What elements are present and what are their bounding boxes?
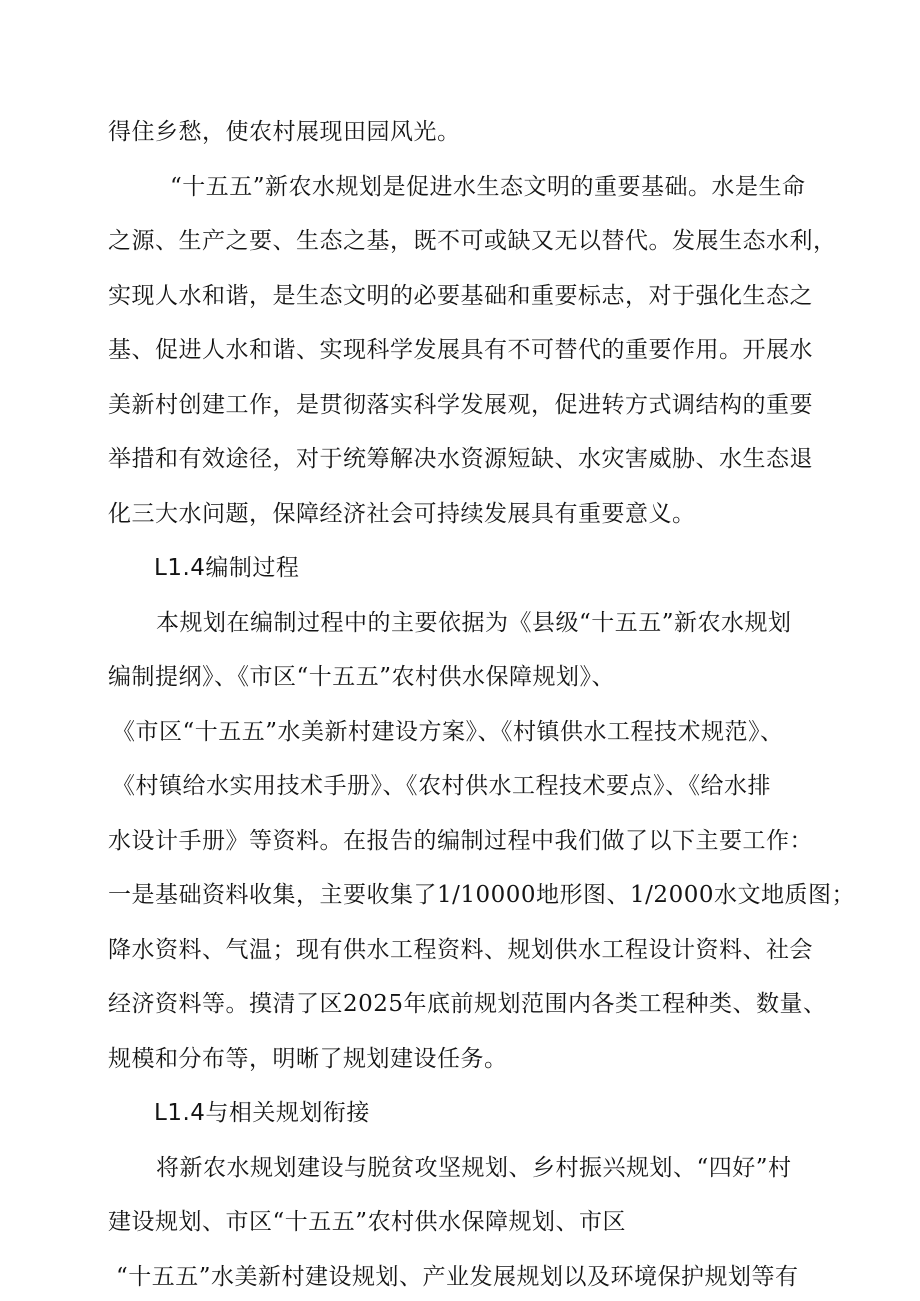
text-line: 水设计手册》等资料。在报告的编制过程中我们做了以下主要工作： xyxy=(108,828,813,854)
paragraph-first-line: “十五五”新农水规划是促进水生态文明的重要基础。水是生命 xyxy=(170,174,806,200)
text-line: 实现人水和谐，是生态文明的必要基础和重要标志，对于强化生态之 xyxy=(108,283,813,309)
section-heading: L1.4编制过程 xyxy=(154,555,300,581)
text-line: 化三大水问题，保障经济社会可持续发展具有重要意义。 xyxy=(108,501,696,527)
section-heading: L1.4与相关规划衔接 xyxy=(154,1100,370,1126)
text-line: 基、促进人水和谐、实现科学发展具有不可替代的重要作用。开展水 xyxy=(108,337,813,363)
text-line: 建设规划、市区“十五五”农村供水保障规划、市区 xyxy=(108,1209,627,1235)
text-line: 《村镇给水实用技术手册》、《农村供水工程技术要点》、《给水排 xyxy=(112,773,771,799)
text-line: 编制提纲》、《市区“十五五”农村供水保障规划》、 xyxy=(108,664,616,690)
text-line: 《市区“十五五”水美新村建设方案》、《村镇供水工程技术规范》、 xyxy=(112,719,784,745)
paragraph-first-line: 本规划在编制过程中的主要依据为《县级“十五五”新农水规划 xyxy=(156,610,792,636)
text-line: 得住乡愁，使农村展现田园风光。 xyxy=(108,119,461,145)
text-line: 之源、生产之要、生态之基，既不可或缺又无以替代。发展生态水利， xyxy=(108,228,837,254)
text-line: 一是基础资料收集，主要收集了1/10000地形图、1/2000水文地质图； xyxy=(108,882,855,908)
text-line: 举措和有效途径，对于统筹解决水资源短缺、水灾害威胁、水生态退 xyxy=(108,446,813,472)
text-line: 经济资料等。摸清了区2025年底前规划范围内各类工程种类、数量、 xyxy=(108,991,827,1017)
paragraph-first-line: 将新农水规划建设与脱贫攻坚规划、乡村振兴规划、“四好”村 xyxy=(156,1155,792,1181)
text-line: “十五五”水美新村建设规划、产业发展规划以及环境保护规划等有 xyxy=(116,1264,799,1290)
text-line: 规模和分布等，明晰了规划建设任务。 xyxy=(108,1046,508,1072)
text-line: 美新村创建工作，是贯彻落实科学发展观，促进转方式调结构的重要 xyxy=(108,392,813,418)
text-line: 降水资料、气温；现有供水工程资料、规划供水工程设计资料、社会 xyxy=(108,937,813,963)
